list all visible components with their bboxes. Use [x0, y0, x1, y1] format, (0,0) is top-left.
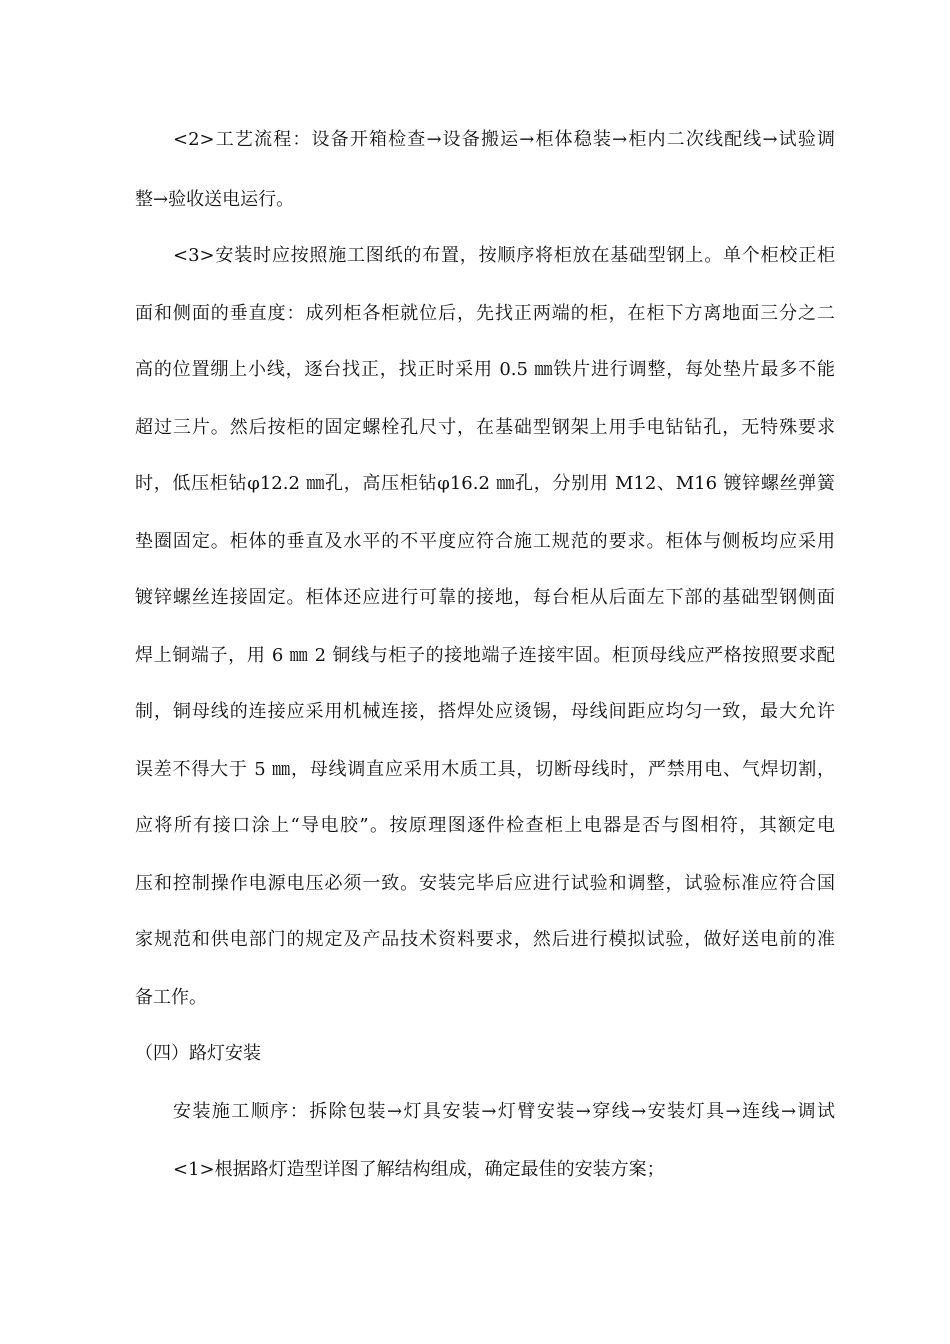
section-heading: （四）路灯安装 — [135, 1043, 261, 1064]
install-line-13: 家规范和供电部门的规定及产品技术资料要求，然后进行模拟试验，做好送电前的准 — [135, 929, 835, 950]
install-line-8: 焊上铜端子，用 6 ㎜ 2 铜线与柜子的接地端子连接牢固。柜顶母线应严格按照要求配 — [135, 645, 835, 666]
install-line-6: 垫圈固定。柜体的垂直及水平的不平度应符合施工规范的要求。柜体与侧板均应采用 — [135, 531, 835, 552]
process-line-1: <2>工艺流程：设备开箱检查→设备搬运→柜体稳装→柜内二次线配线→试验调 — [173, 129, 835, 150]
install-line-5: 时，低压柜钻φ12.2 ㎜孔，高压柜钻φ16.2 ㎜孔，分别用 M12、M16 镀锌螺丝弹簧 — [135, 473, 835, 494]
install-line-7: 镀锌螺丝连接固定。柜体还应进行可靠的接地，每台柜从后面左下部的基础型钢侧面 — [135, 587, 835, 608]
street-light-sequence: 安装施工顺序：拆除包装→灯具安装→灯臂安装→穿线→安装灯具→连线→调试 — [173, 1101, 835, 1122]
install-line-11: 应将所有接口涂上“导电胶”。按原理图逐件检查柜上电器是否与图相符，其额定电 — [135, 815, 835, 836]
install-line-1: <3>安装时应按照施工图纸的布置，按顺序将柜放在基础型钢上。单个柜校正柜 — [173, 245, 835, 266]
install-line-3: 高的位置绷上小线，逐台找正，找正时采用 0.5 ㎜铁片进行调整，每处垫片最多不能 — [135, 359, 835, 380]
install-line-9: 制，铜母线的连接应采用机械连接，搭焊处应烫锡，母线间距应均匀一致，最大允许 — [135, 701, 835, 722]
street-light-item-1: <1>根据路灯造型详图了解结构组成，确定最佳的安装方案； — [173, 1159, 665, 1180]
install-line-14: 备工作。 — [135, 987, 207, 1008]
install-line-2: 面和侧面的垂直度：成列柜各柜就位后，先找正两端的柜，在柜下方离地面三分之二 — [135, 303, 835, 324]
process-line-2: 整→验收送电运行。 — [135, 189, 295, 210]
install-line-12: 压和控制操作电源电压必须一致。安装完毕后应进行试验和调整，试验标准应符合国 — [135, 873, 835, 894]
install-line-4: 超过三片。然后按柜的固定螺栓孔尺寸，在基础型钢架上用手电钻钻孔，无特殊要求 — [135, 417, 835, 438]
install-line-10: 误差不得大于 5 ㎜，母线调直应采用木质工具，切断母线时，严禁用电、气焊切割， — [135, 759, 835, 780]
